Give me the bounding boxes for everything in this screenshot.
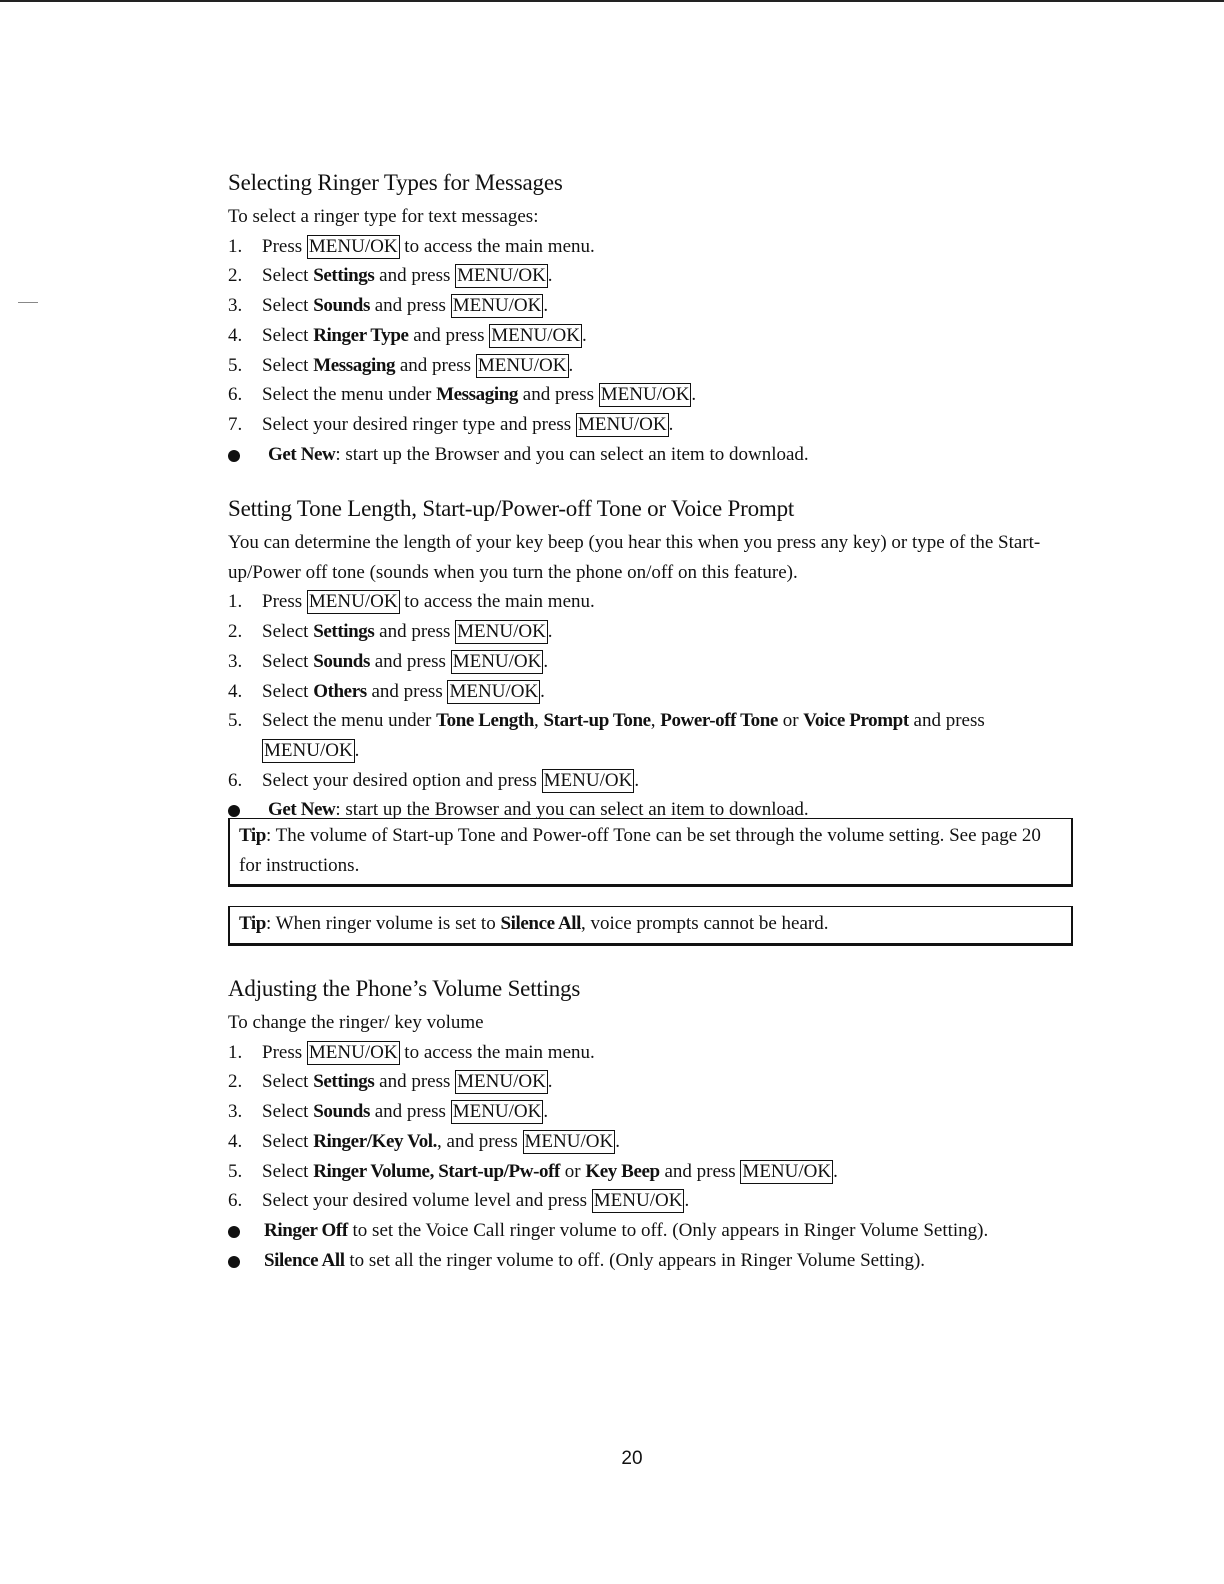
step-number: 6.	[228, 1190, 243, 1212]
tip-label: Tip	[239, 825, 266, 846]
step-text: to access the main menu.	[399, 235, 595, 257]
step-item: 3. Select Sounds and press MENU/OK .	[228, 1097, 1073, 1127]
menu-ok-key: MENU/OK	[600, 384, 690, 406]
step-text: and press	[366, 680, 448, 702]
step-bold: Power-off Tone	[660, 710, 778, 732]
step-number: 1.	[228, 591, 243, 613]
step-bold: Voice Prompt	[803, 710, 909, 732]
bullet-dot-icon	[228, 1256, 240, 1268]
step-text: and press	[659, 1160, 741, 1182]
step-text: and press	[518, 384, 599, 406]
top-border-line	[0, 0, 1224, 2]
section-intro: You can determine the length of your key beep (you hear this when you press any key) or type of the Start-up/Power off tone (sounds when you turn the phone on/off on this feature).	[228, 532, 1041, 583]
step-number: 2.	[228, 265, 243, 287]
menu-ok-key: MENU/OK	[742, 1160, 832, 1182]
step-text: Select your desired volume level and press	[262, 1190, 592, 1212]
step-number: 4.	[228, 1130, 243, 1152]
step-number: 4.	[228, 324, 243, 346]
step-number: 4.	[228, 680, 243, 702]
tip-text: : When ringer volume is set to	[265, 913, 501, 934]
tip-text: : The volume of Start-up Tone and Power-off Tone can be set through the volume setting. See page 20 for instructions.	[239, 825, 1041, 876]
menu-ok-key: MENU/OK	[543, 769, 633, 791]
menu-ok-key: MENU/OK	[264, 739, 353, 761]
step-text: Select	[262, 621, 314, 643]
bullet-item	[228, 1216, 1073, 1246]
menu-ok-key: MENU/OK	[491, 324, 580, 346]
step-bold: Sounds	[313, 650, 370, 672]
step-item: 4. Select Ringer Type and press MENU/OK .	[228, 321, 1073, 351]
step-item: 2. Select Settings and press MENU/OK .	[228, 617, 1073, 647]
step-number: 6.	[228, 769, 243, 791]
step-text: and press	[369, 650, 451, 672]
step-number: 3.	[228, 1101, 243, 1123]
menu-ok-key: MENU/OK	[593, 1190, 683, 1212]
step-item: 4. Select Others and press MENU/OK .	[228, 677, 1073, 707]
step-item	[228, 1038, 1073, 1068]
tip-box	[228, 906, 1073, 944]
step-text: Press	[262, 1041, 307, 1063]
step-bold: Settings	[313, 621, 375, 643]
step-bold: Sounds	[313, 295, 370, 317]
menu-ok-key: MENU/OK	[308, 1041, 398, 1063]
step-text: Select	[262, 354, 314, 376]
menu-ok-key: MENU/OK	[457, 1071, 546, 1093]
step-number: 1.	[228, 1041, 243, 1063]
bullet-dot-icon	[228, 450, 240, 462]
step-item	[228, 232, 1073, 262]
step-text: Press	[262, 235, 307, 257]
step-list	[228, 1038, 1073, 1216]
step-text: and press	[395, 354, 476, 376]
bullet-list	[228, 440, 1073, 470]
step-text: Press	[262, 591, 307, 613]
tip-label: Tip	[239, 913, 266, 934]
section-intro: To select a ringer type for text messages:	[228, 206, 539, 227]
tip-bold: Silence All	[500, 913, 582, 934]
step-text: Select your desired option and press	[262, 769, 542, 791]
step-text: Select	[262, 1160, 314, 1182]
section-volume-settings	[228, 974, 1073, 1275]
step-text: and press	[374, 1071, 456, 1093]
step-bold: Ringer Volume, Start-up/Pw-off	[313, 1160, 560, 1182]
step-bold: Settings	[313, 1071, 375, 1093]
step-bold: Start-up Tone	[543, 710, 651, 732]
step-text: ,	[650, 710, 661, 732]
step-number: 1.	[228, 235, 243, 257]
section-tone-length	[228, 494, 1073, 825]
step-text: Select	[262, 265, 314, 287]
step-text: Select the menu under	[262, 384, 437, 406]
step-number: 3.	[228, 650, 243, 672]
step-bold: Tone Length	[436, 710, 534, 732]
bullet-dot-icon	[228, 1226, 240, 1238]
step-bold: Messaging	[313, 354, 396, 376]
step-item: 3. Select Sounds and press MENU/OK .	[228, 647, 1073, 677]
menu-ok-key: MENU/OK	[452, 650, 542, 672]
step-number: 6.	[228, 384, 243, 406]
section-title: Adjusting the Phone’s Volume Settings	[228, 976, 581, 1001]
bullet-text: : start up the Browser and you can select an item to download.	[335, 443, 809, 465]
step-number: 5.	[228, 1160, 243, 1182]
step-text: and press	[908, 710, 985, 732]
tip-text: , voice prompts cannot be heard.	[581, 913, 829, 934]
step-text: to access the main menu.	[399, 1041, 595, 1063]
step-text: to access the main menu.	[399, 591, 595, 613]
step-text: or	[559, 1160, 586, 1182]
step-item: 7. Select your desired ringer type and press MENU/OK .	[228, 410, 1073, 440]
step-bold: Settings	[313, 265, 375, 287]
bullet-item	[228, 1246, 1073, 1276]
step-bold: Sounds	[313, 1101, 370, 1123]
menu-ok-key: MENU/OK	[308, 235, 398, 257]
step-item: 5. Select Ringer Volume, Start-up/Pw-off or Key Beep and press MENU/OK .	[228, 1157, 1073, 1187]
step-item: 5. Select the menu under Tone Length, Start-up Tone, Power-off Tone or Voice Prompt and press MENU/OK .	[228, 706, 1073, 765]
menu-ok-key: MENU/OK	[457, 621, 546, 643]
step-list	[228, 232, 1073, 440]
bullet-bold: Get New	[268, 799, 336, 821]
step-list	[228, 587, 1073, 795]
bullet-dot-icon	[228, 805, 240, 817]
menu-ok-key: MENU/OK	[308, 591, 398, 613]
step-text: Select	[262, 295, 314, 317]
menu-ok-key: MENU/OK	[452, 1101, 542, 1123]
section-title: Setting Tone Length, Start-up/Power-off Tone or Voice Prompt	[228, 496, 795, 521]
step-bold: Ringer Type	[313, 324, 409, 346]
step-text: , and press	[437, 1130, 523, 1152]
manual-page	[228, 168, 1073, 1271]
step-item: 6. Select the menu under Messaging and press MENU/OK .	[228, 380, 1073, 410]
step-number: 5.	[228, 710, 243, 732]
step-bold: Ringer/Key Vol.	[313, 1130, 438, 1152]
menu-ok-key: MENU/OK	[452, 295, 542, 317]
menu-ok-key: MENU/OK	[457, 265, 546, 287]
step-item: 4. Select Ringer/Key Vol., and press MENU/OK .	[228, 1127, 1073, 1157]
step-item: 2. Select Settings and press MENU/OK .	[228, 1067, 1073, 1097]
step-bold: Key Beep	[585, 1160, 660, 1182]
menu-ok-key: MENU/OK	[449, 680, 539, 702]
bullet-bold: Get New	[268, 443, 336, 465]
bullet-item	[228, 440, 1073, 470]
step-text: and press	[408, 324, 490, 346]
step-text: and press	[374, 621, 456, 643]
step-number: 7.	[228, 413, 243, 435]
step-item: 2. Select Settings and press MENU/OK .	[228, 261, 1073, 291]
step-item	[228, 587, 1073, 617]
menu-ok-key: MENU/OK	[477, 354, 567, 376]
bullet-bold: Silence All	[264, 1249, 345, 1271]
step-text: Select your desired ringer type and press	[262, 413, 576, 435]
menu-ok-key: MENU/OK	[577, 413, 667, 435]
step-text: and press	[369, 295, 451, 317]
section-ringer-types	[228, 168, 1073, 469]
step-text: Select	[262, 1071, 314, 1093]
step-text: and press	[369, 1101, 451, 1123]
step-number: 2.	[228, 1071, 243, 1093]
bullet-list	[228, 1216, 1073, 1275]
step-item: 5. Select Messaging and press MENU/OK .	[228, 351, 1073, 381]
section-intro: To change the ringer/ key volume	[228, 1012, 484, 1033]
bullet-text: : start up the Browser and you can select an item to download.	[335, 799, 809, 821]
step-number: 2.	[228, 621, 243, 643]
step-bold: Others	[313, 680, 367, 702]
menu-ok-key: MENU/OK	[524, 1130, 614, 1152]
step-text: Select the menu under	[262, 710, 437, 732]
step-text: Select	[262, 324, 314, 346]
step-item: 6. Select your desired option and press MENU/OK .	[228, 766, 1073, 796]
step-number: 3.	[228, 295, 243, 317]
step-item: 6. Select your desired volume level and press MENU/OK .	[228, 1186, 1073, 1216]
bullet-bold: Ringer Off	[264, 1219, 348, 1241]
step-text: or	[777, 710, 804, 732]
step-number: 5.	[228, 354, 243, 376]
step-text: Select	[262, 1101, 314, 1123]
margin-mark	[18, 302, 38, 303]
page-number: 20	[621, 1448, 643, 1469]
step-text: Select	[262, 680, 314, 702]
step-text: ,	[533, 710, 544, 732]
bullet-text: to set the Voice Call ringer volume to off. (Only appears in Ringer Volume Setting).	[347, 1219, 989, 1241]
tip-box	[228, 818, 1073, 885]
step-item: 3. Select Sounds and press MENU/OK .	[228, 291, 1073, 321]
step-bold: Messaging	[436, 384, 519, 406]
step-text: and press	[374, 265, 456, 287]
bullet-text: to set all the ringer volume to off. (Only appears in Ringer Volume Setting).	[344, 1249, 926, 1271]
section-title: Selecting Ringer Types for Messages	[228, 170, 563, 195]
step-text: Select	[262, 650, 314, 672]
step-text: Select	[262, 1130, 314, 1152]
